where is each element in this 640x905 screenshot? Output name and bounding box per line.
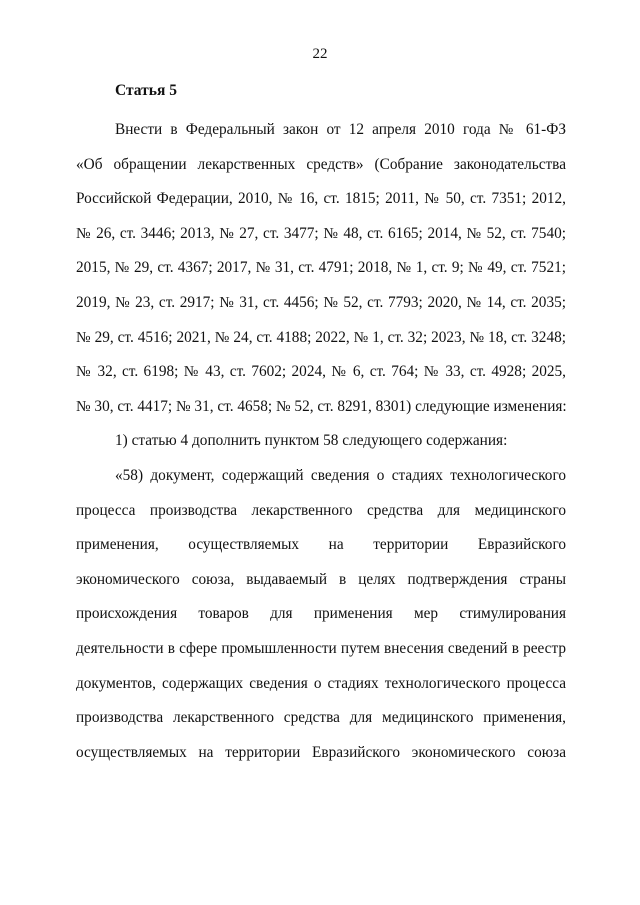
text-line: № 26, ст. 3446; 2013, № 27, ст. 3477; № 48, ст. 6165; 2014, № 52, ст. 7540;: [76, 224, 566, 242]
text-line: происхождения товаров для применения мер стимулирования: [76, 605, 566, 623]
text-line: применения, осуществляемых на территории Евразийского: [76, 536, 566, 554]
text-line: № 29, ст. 4516; 2021, № 24, ст. 4188; 2022, № 1, ст. 32; 2023, № 18, ст. 3248;: [76, 328, 566, 346]
text-line: документов, содержащих сведения о стадиях технологического процесса: [76, 674, 566, 692]
text-line: № 30, ст. 4417; № 31, ст. 4658; № 52, ст. 8291, 8301) следующие изменения:: [76, 397, 567, 415]
text-line: процесса производства лекарственного средства для медицинского: [76, 501, 566, 519]
text-line: экономического союза, выдаваемый в целях подтверждения страны: [76, 570, 566, 588]
text-line: 2019, № 23, ст. 2917; № 31, ст. 4456; № 52, ст. 7793; 2020, № 14, ст. 2035;: [76, 293, 566, 311]
article-heading: Статья 5: [115, 82, 177, 99]
text-line: 1) статью 4 дополнить пунктом 58 следующего содержания:: [115, 432, 508, 450]
text-line: Российской Федерации, 2010, № 16, ст. 1815; 2011, № 50, ст. 7351; 2012,: [76, 190, 566, 208]
text-line: № 32, ст. 6198; № 43, ст. 7602; 2024, № 6, ст. 764; № 33, ст. 4928; 2025,: [76, 363, 566, 381]
paragraph-item-1: [76, 424, 566, 459]
page-number: 22: [312, 46, 328, 62]
text-line: Внести в Федеральный закон от 12 апреля 2010 года № 61-ФЗ: [115, 121, 566, 138]
text-line: деятельности в сфере промышленности путем внесения сведений в реестр: [76, 639, 566, 657]
paragraph-amendment-intro: [76, 113, 566, 424]
text-line: «Об обращении лекарственных средств» (Собрание законодательства: [76, 155, 566, 173]
paragraph-item-58-definition: [76, 459, 566, 770]
text-line: производства лекарственного средства для медицинского применения,: [76, 709, 566, 727]
text-line: осуществляемых на территории Евразийского экономического союза: [76, 743, 566, 761]
text-line: 2015, № 29, ст. 4367; 2017, № 31, ст. 4791; 2018, № 1, ст. 9; № 49, ст. 7521;: [76, 259, 566, 277]
article-body: [76, 113, 566, 770]
text-line: «58) документ, содержащий сведения о стадиях технологического: [115, 466, 566, 484]
